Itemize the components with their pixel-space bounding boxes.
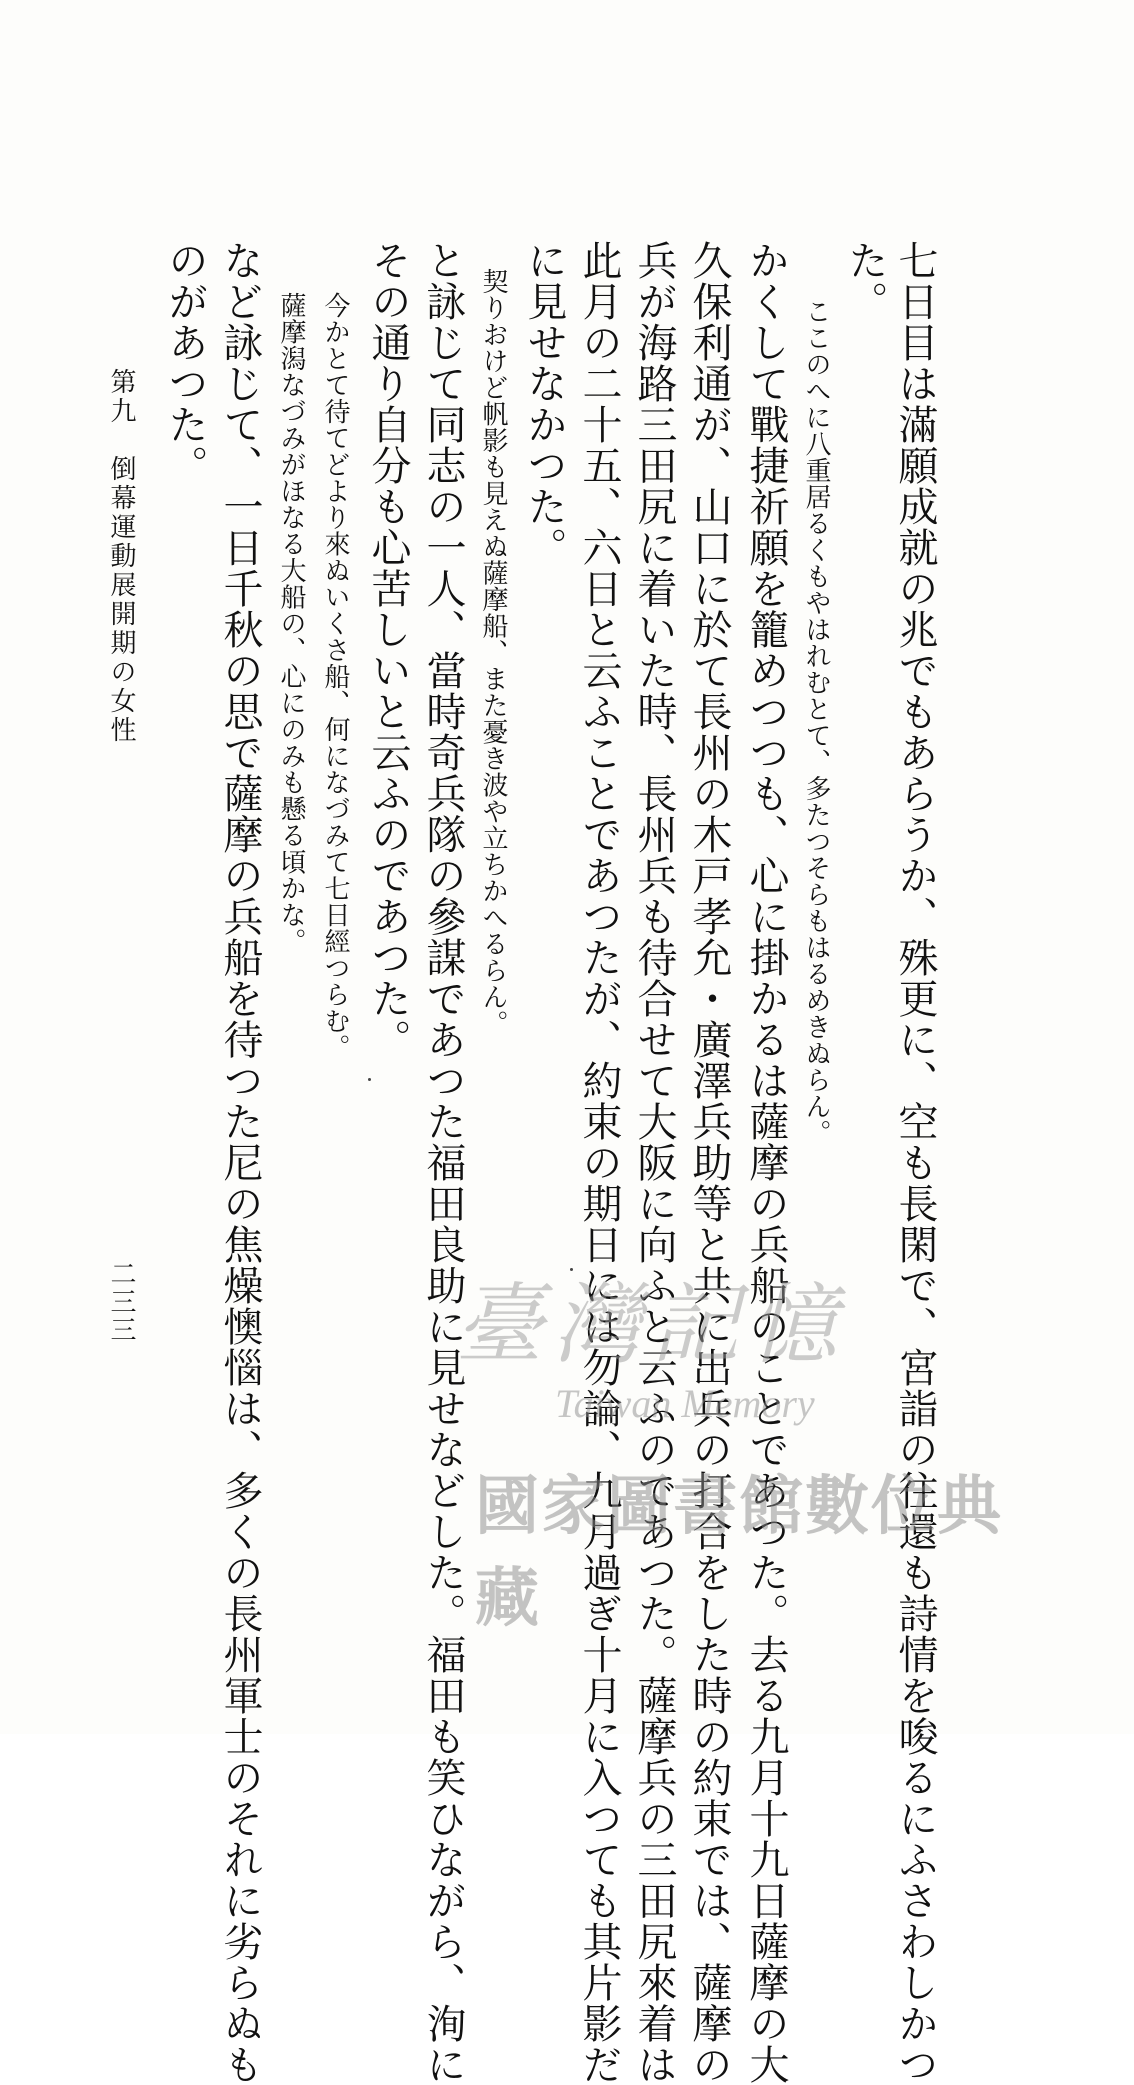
text-column-3: かくして戰捷祈願を籠めつつも、心に掛かるは薩摩の兵船のことであつた。去る九月十九日薩摩の大 [743, 240, 789, 2085]
text-column-2: た。 [842, 240, 888, 322]
text-column-7: に見せなかつた。 [521, 240, 567, 568]
running-head: 第九 倒幕運動展開期の女性 [106, 368, 136, 745]
watermark-english: Taiwan Memory [555, 1381, 815, 1426]
page-number: 二三三 [106, 1260, 136, 1344]
poem-line-3: 今かとて待てどより來ぬいくさ船、何になづみて七日經つらむ。 [320, 292, 350, 1061]
text-column-10: など詠じて、一日千秋の思で薩摩の兵船を待つた尼の焦燥懊惱は、多くの長州軍士のそれに劣らぬも [217, 240, 263, 2085]
scan-speck [368, 1078, 371, 1081]
poem-line-2: 契りおけど帆影も見えぬ薩摩船、また憂き波や立ちかへるらん。 [478, 268, 508, 1037]
text-column-11: のがあつた。 [162, 240, 208, 486]
poem-line-1: ここのへに八重居るくもやはれむとて、多たつそらもはるめきぬらん。 [801, 298, 831, 1146]
library-watermark [455, 1255, 1015, 1635]
text-column-1: 七日目は滿願成就の兆でもあらうか、殊更に、空も長閑で、宮詣の往還も詩情を唆るにふさわしかつ [892, 240, 938, 2085]
poem-line-4: 薩摩潟なづみがほなる大船の、心にのみも懸る頃かな。 [276, 292, 306, 955]
watermark-calligraphy: 臺灣記憶 [455, 1273, 848, 1376]
text-column-4: 久保利通が、山口に於て長州の木戸孝允・廣澤兵助等と共に出兵の打合をした時の約束では、薩摩の [686, 240, 732, 2085]
text-column-9: その通り自分も心苦しいと云ふのであつた。 [365, 240, 411, 1060]
text-column-8: と詠じて同志の一人、當時奇兵隊の參謀であつた福田良助に見せなどした。福田も笑ひながら、洵に [420, 240, 466, 2085]
text-column-6: 此月の二十五、六日と云ふことであつたが、約束の期日には勿論、九月過ぎ十月に入つても其片影だ [576, 240, 622, 2085]
text-column-5: 兵が海路三田尻に着いた時、長州兵も待合せて大阪に向ふと云ふのであつた。薩摩兵の三田尻來着は [631, 240, 677, 2085]
watermark-chinese: 國家圖書館數位典藏 [475, 1470, 1003, 1636]
